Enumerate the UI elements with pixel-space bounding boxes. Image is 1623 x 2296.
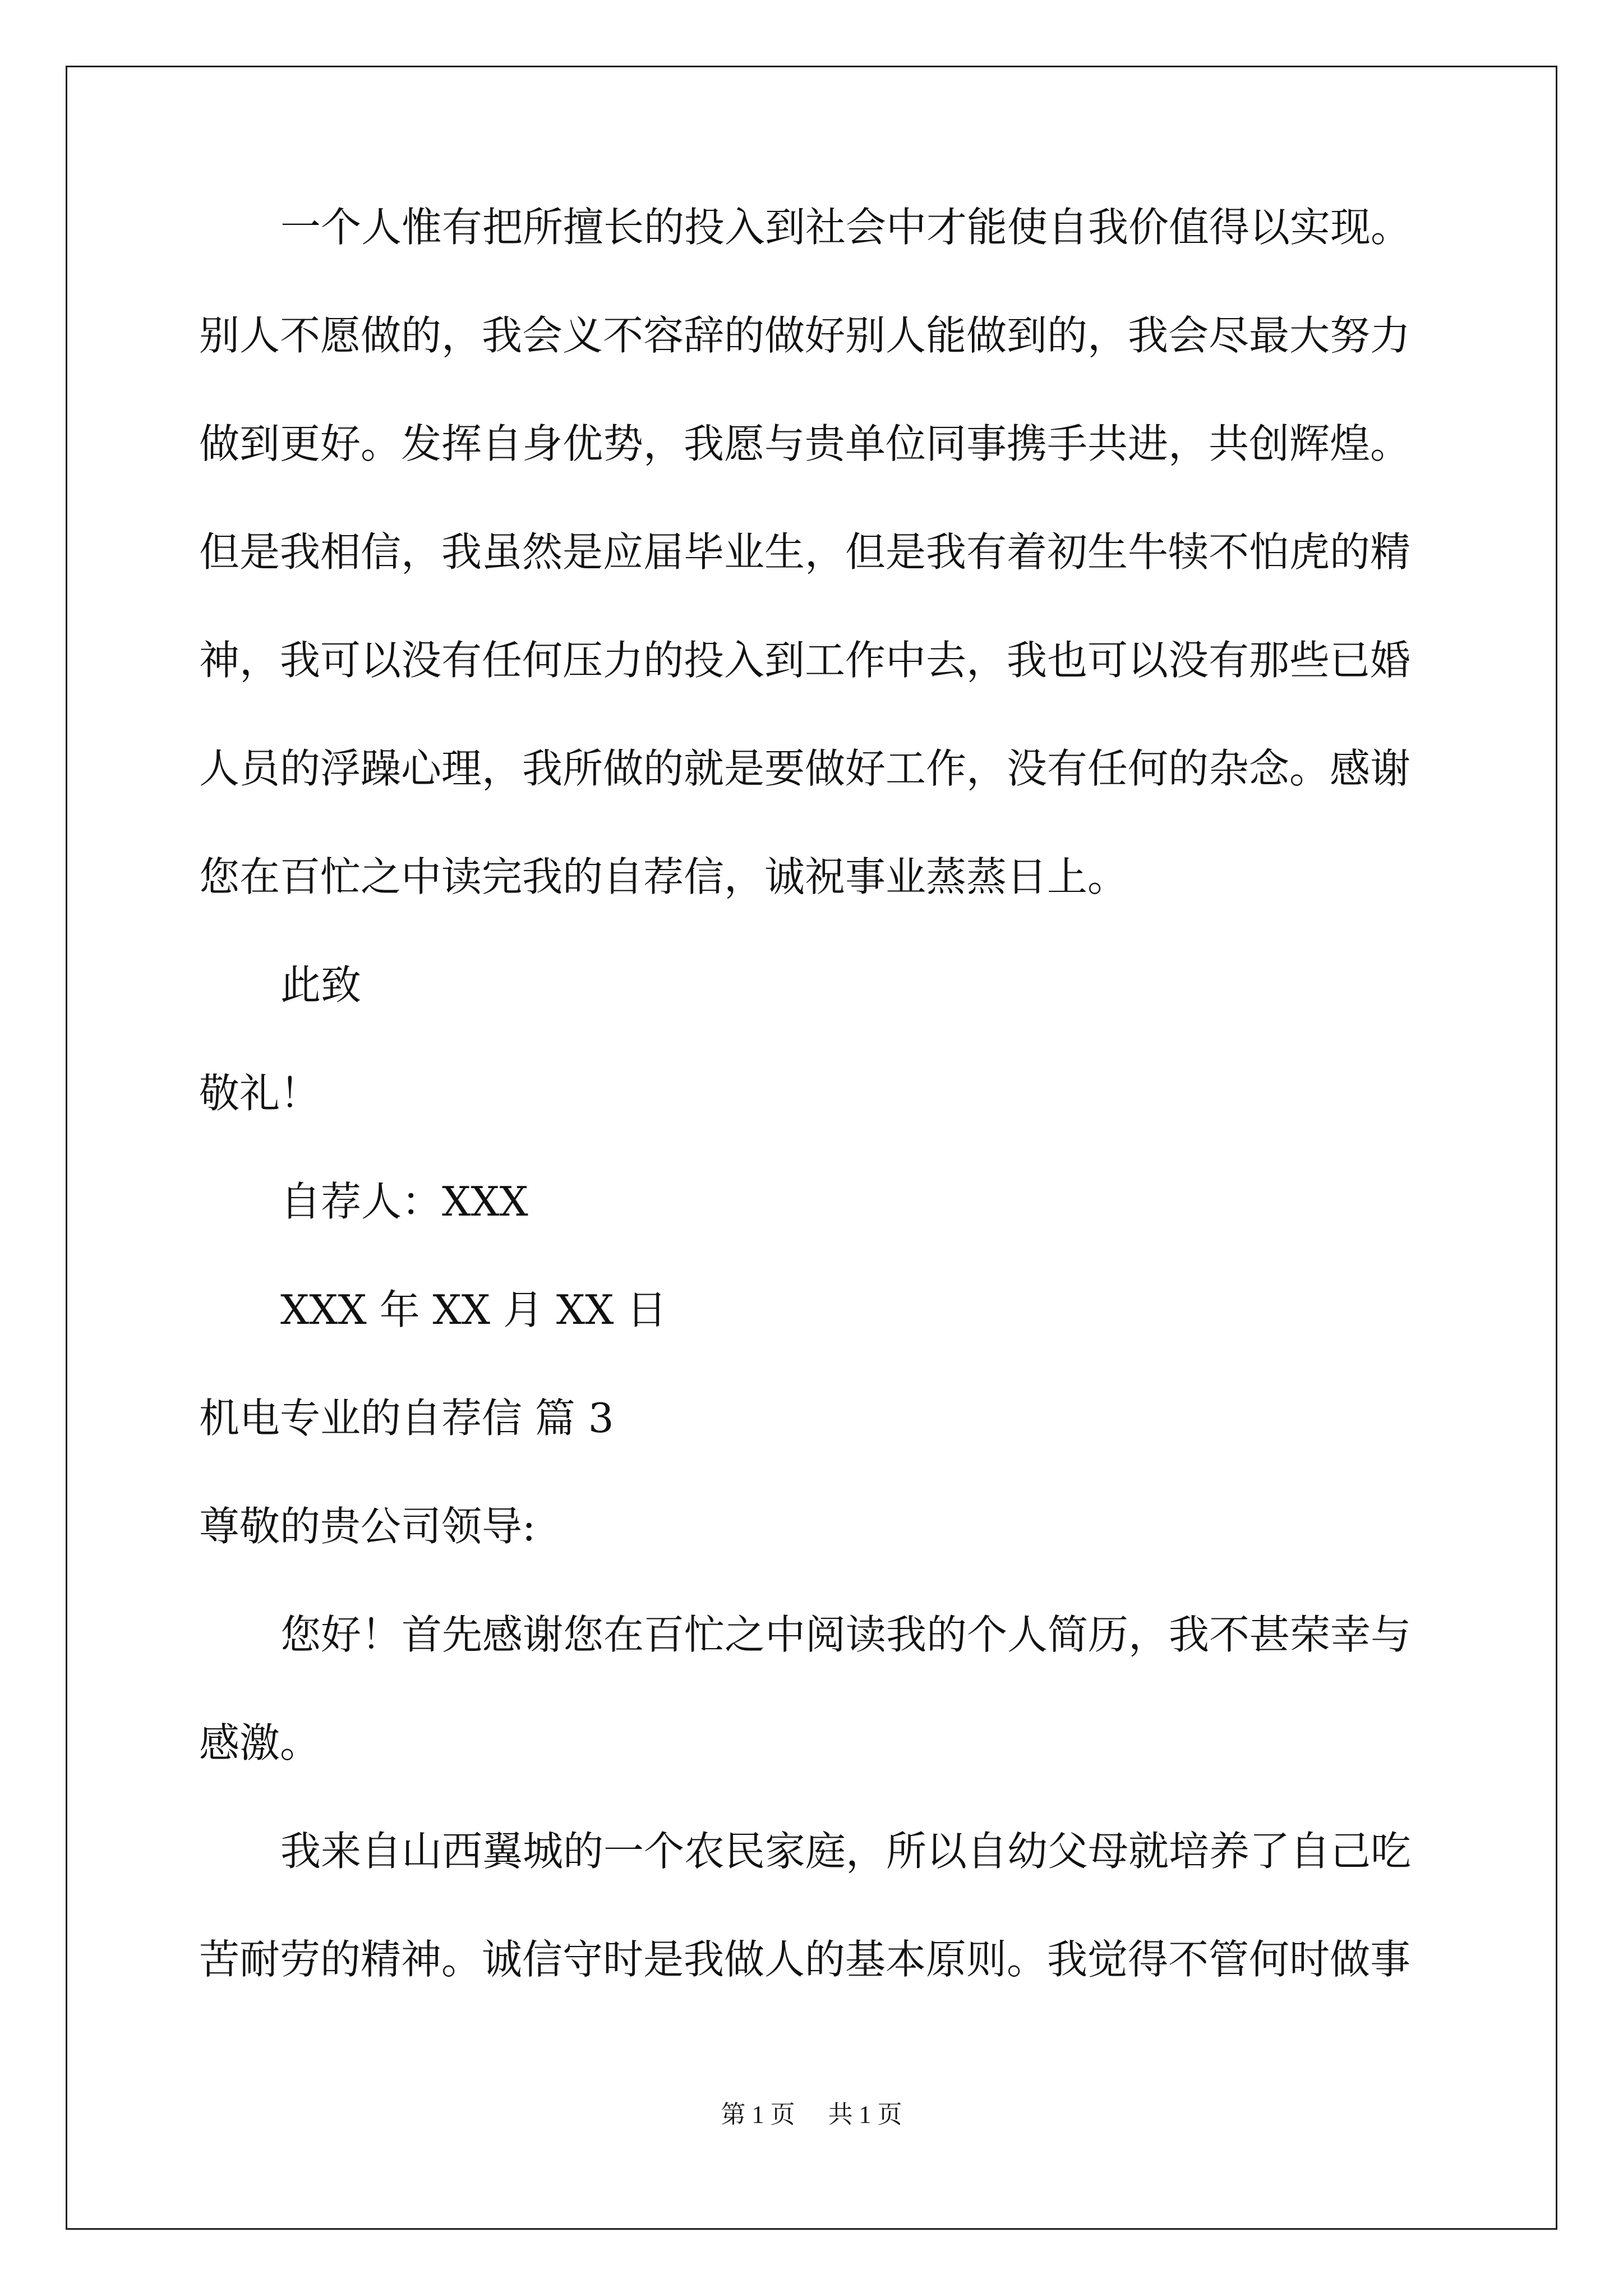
paragraph-line: 神，我可以没有任何压力的投入到工作中去，我也可以没有那些已婚 xyxy=(199,637,1411,684)
page-number: 第 1 页 xyxy=(721,2101,795,2128)
paragraph-line: 别人不愿做的，我会义不容辞的做好别人能做到的，我会尽最大努力 xyxy=(199,312,1411,359)
paragraph-line: 但是我相信，我虽然是应届毕业生，但是我有着初生牛犊不怕虎的精 xyxy=(199,528,1411,576)
section-heading: 机电专业的自荐信 篇 3 xyxy=(199,1395,614,1442)
closing-salutation: 此致 xyxy=(280,961,362,1009)
page-frame xyxy=(66,66,1557,2230)
page-total: 共 1 页 xyxy=(828,2101,902,2128)
paragraph-line: 做到更好。发挥自身优势，我愿与贵单位同事携手共进，共创辉煌。 xyxy=(199,420,1411,467)
closing-regards: 敬礼！ xyxy=(199,1070,321,1117)
paragraph-line: 人员的浮躁心理，我所做的就是要做好工作，没有任何的杂念。感谢 xyxy=(199,745,1411,792)
paragraph-line: 感激。 xyxy=(199,1719,321,1766)
paragraph-line: 您在百忙之中读完我的自荐信，诚祝事业蒸蒸日上。 xyxy=(199,853,1128,900)
date-line: XXX 年 XX 月 XX 日 xyxy=(280,1286,667,1333)
greeting-line: 尊敬的贵公司领导: xyxy=(199,1503,536,1550)
signature-line: 自荐人：XXX xyxy=(280,1178,528,1225)
paragraph-line: 我来自山西翼城的一个农民家庭，所以自幼父母就培养了自己吃 xyxy=(280,1828,1412,1875)
paragraph-line: 苦耐劳的精神。诚信守时是我做人的基本原则。我觉得不管何时做事 xyxy=(199,1936,1411,1983)
paragraph-line: 一个人惟有把所擅长的投入到社会中才能使自我价值得以实现。 xyxy=(280,204,1412,251)
paragraph-line: 您好！首先感谢您在百忙之中阅读我的个人简历，我不甚荣幸与 xyxy=(280,1611,1412,1658)
page-footer xyxy=(0,2098,1623,2132)
